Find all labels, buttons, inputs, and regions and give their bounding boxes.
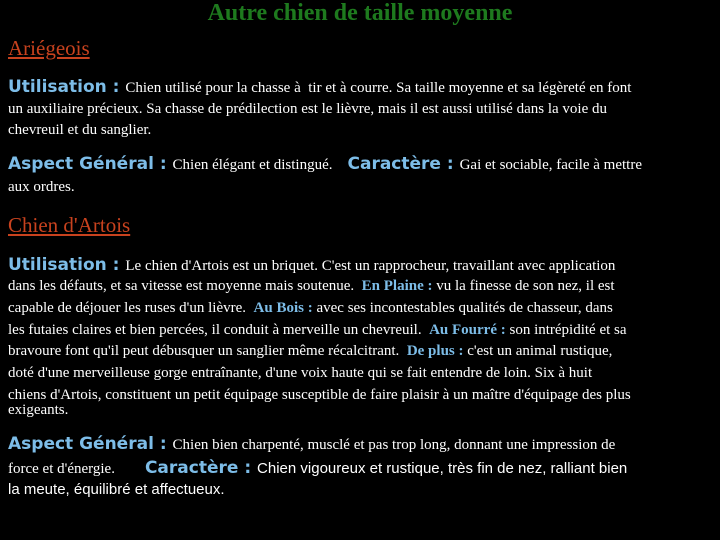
text-line xyxy=(8,320,627,340)
description-text: Gai et sociable, facile à mettre xyxy=(459,157,642,173)
description-text: chevreuil et du sanglier. xyxy=(8,122,152,138)
field-label: Utilisation : xyxy=(8,255,126,275)
text-line xyxy=(8,298,613,318)
field-label: Au Fourré : xyxy=(429,322,506,338)
field-label: Aspect Général : xyxy=(8,154,173,174)
description-text: avec ses incontestables qualités de chasseur, dans xyxy=(312,300,613,316)
page-title: Autre chien de taille moyenne xyxy=(207,0,513,26)
field-label: En Plaine : xyxy=(361,278,433,294)
text-line xyxy=(8,385,631,405)
description-text: Chien élégant et distingué. xyxy=(172,157,348,173)
description-text: un auxiliaire précieux. Sa chasse de prédilection est le lièvre, mais il est aussi utilisé dans la voie du xyxy=(8,101,607,117)
field-label: Caractère : xyxy=(144,458,258,478)
description-text: chiens d'Artois, constituent un petit équipage susceptible de faire plaisir à un maître d'équipage des plus xyxy=(8,387,631,403)
text-line xyxy=(8,120,151,140)
text-line xyxy=(8,154,642,175)
field-label: De plus : xyxy=(406,343,464,359)
description-text: exigeants. xyxy=(8,402,69,418)
description-text: Chien utilisé pour la chasse à tir et à courre. Sa taille moyenne et sa légèreté en font xyxy=(125,80,632,96)
breed-heading: Ariégeois xyxy=(8,36,90,60)
text-line xyxy=(8,434,615,455)
description-text: c'est un animal rustique, xyxy=(463,343,613,359)
description-text: Chien bien charpenté, musclé et pas trop long, donnant une impression de xyxy=(172,437,616,453)
breed-heading: Chien d'Artois xyxy=(8,213,131,237)
description-text: force et d'énergie. xyxy=(8,461,145,477)
description-text: dans les défauts, et sa vitesse est moyenne mais soutenue. xyxy=(8,278,362,294)
field-label: Caractère : xyxy=(347,154,460,174)
description-text: capable de déjouer les ruses d'un lièvre. xyxy=(8,300,254,316)
text-line xyxy=(8,400,68,420)
description-text: la meute, équilibré et affectueux. xyxy=(8,481,225,498)
description-text: les futaies claires et bien percées, il conduit à merveille un chevreuil. xyxy=(8,322,430,338)
text-line xyxy=(8,99,607,119)
text-line xyxy=(8,276,615,296)
description-text: Chien vigoureux et rustique, très fin de nez, ralliant bien xyxy=(257,460,628,477)
description-text: bravoure font qu'il peut débusquer un sanglier même récalcitrant. xyxy=(8,343,407,359)
text-line xyxy=(8,458,627,479)
field-label: Utilisation : xyxy=(8,77,126,97)
text-line xyxy=(8,363,592,383)
text-line xyxy=(8,77,631,98)
description-text: vu la finesse de son nez, il est xyxy=(432,278,615,294)
description-text: Le chien d'Artois est un briquet. C'est un rapprocheur, travaillant avec application xyxy=(125,258,616,274)
text-line xyxy=(8,255,615,276)
field-label: Aspect Général : xyxy=(8,434,173,454)
field-label: Au Bois : xyxy=(253,300,313,316)
description-text: doté d'une merveilleuse gorge entraînante, d'une voix haute qui se fait entendre de loin. Six à huit xyxy=(8,365,593,381)
description-text: son intrépidité et sa xyxy=(505,322,627,338)
text-line xyxy=(8,341,612,361)
text-line xyxy=(8,177,75,197)
description-text: aux ordres. xyxy=(8,179,75,195)
text-line xyxy=(8,480,225,500)
